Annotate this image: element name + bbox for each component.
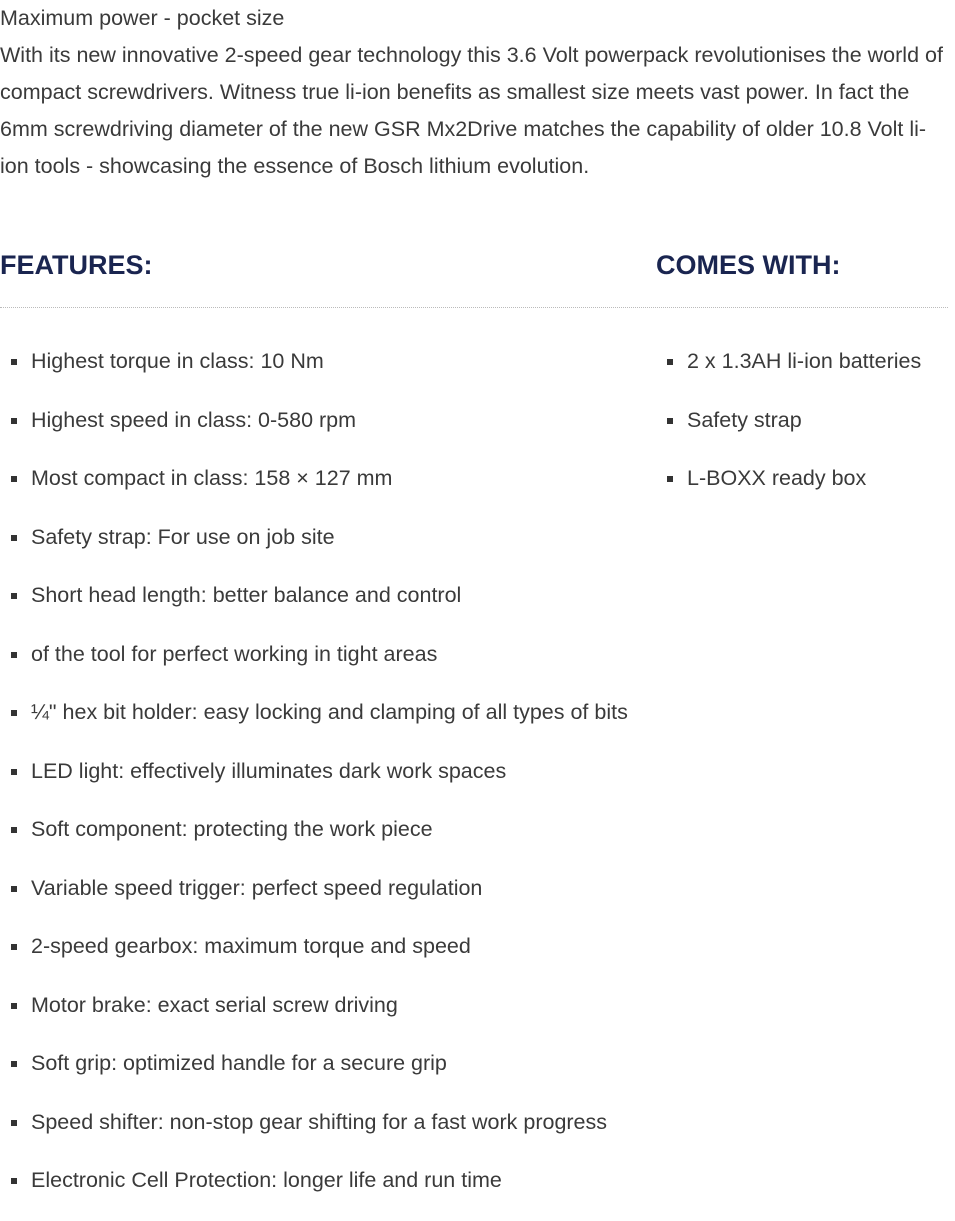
feature-item-text: ¼" hex bit holder: easy locking and clamping of all types of bits — [31, 700, 628, 724]
square-bullet-icon — [11, 1178, 17, 1184]
feature-item — [10, 1162, 628, 1221]
feature-item — [10, 870, 628, 929]
square-bullet-icon — [11, 886, 17, 892]
square-bullet-icon — [11, 535, 17, 541]
comes-with-item — [666, 343, 921, 402]
comes-with-item — [666, 402, 921, 461]
comes-with-item-text: Safety strap — [687, 407, 802, 432]
intro-section — [0, 0, 950, 185]
square-bullet-icon — [11, 418, 17, 424]
square-bullet-icon — [11, 1003, 17, 1009]
square-bullet-icon — [11, 1061, 17, 1067]
square-bullet-icon — [667, 418, 673, 424]
feature-item — [10, 1104, 628, 1163]
comes-with-item — [666, 460, 921, 519]
comes-with-list — [666, 343, 921, 519]
feature-item — [10, 402, 628, 461]
feature-item — [10, 343, 628, 402]
feature-item-text: Safety strap: For use on job site — [31, 524, 335, 549]
feature-item — [10, 928, 628, 987]
feature-item — [10, 519, 628, 578]
feature-item — [10, 1045, 628, 1104]
feature-item-text: Soft component: protecting the work piece — [31, 817, 433, 841]
feature-item-text: Soft grip: optimized handle for a secure grip — [31, 1051, 447, 1075]
feature-item — [10, 753, 628, 812]
square-bullet-icon — [11, 769, 17, 775]
features-heading: FEATURES: — [0, 250, 153, 280]
feature-item — [10, 636, 628, 695]
feature-item — [10, 987, 628, 1046]
square-bullet-icon — [11, 359, 17, 365]
section-divider — [0, 307, 948, 308]
comes-with-item-text: 2 x 1.3AH li-ion batteries — [687, 349, 922, 373]
feature-item-text: Motor brake: exact serial screw driving — [31, 992, 398, 1017]
square-bullet-icon — [11, 476, 17, 482]
feature-item — [10, 460, 628, 519]
feature-item-text: Most compact in class: 158 × 127 mm — [31, 466, 393, 490]
square-bullet-icon — [11, 710, 17, 716]
feature-item-text: Variable speed trigger: perfect speed regulation — [31, 875, 483, 900]
feature-item-text: Electronic Cell Protection: longer life and run time — [31, 1168, 502, 1192]
square-bullet-icon — [11, 652, 17, 658]
feature-item-text: LED light: effectively illuminates dark work spaces — [31, 758, 507, 783]
feature-item-text: Speed shifter: non-stop gear shifting for a fast work progress — [31, 1109, 608, 1134]
square-bullet-icon — [11, 593, 17, 599]
feature-item — [10, 811, 628, 870]
feature-item — [10, 577, 628, 636]
square-bullet-icon — [667, 476, 673, 482]
square-bullet-icon — [11, 827, 17, 833]
feature-item — [10, 694, 628, 753]
feature-item-text: of the tool for perfect working in tight areas — [31, 641, 438, 666]
square-bullet-icon — [667, 359, 673, 365]
intro-body: With its new innovative 2-speed gear technology this 3.6 Volt powerpack revolutionises the world of compact screwdrivers. Witness true li-ion benefits as smallest size meets vast power. In fact the 6mm screwdriving diameter of the new GSR Mx2Drive matches the capability of older 10.8 Volt li-ion tools - showcasing the essence of Bosch lithium evolution. — [0, 43, 943, 178]
intro-title: Maximum power - pocket size — [0, 6, 285, 30]
square-bullet-icon — [11, 944, 17, 950]
features-list — [10, 343, 628, 1221]
square-bullet-icon — [11, 1120, 17, 1126]
feature-item-text: Highest torque in class: 10 Nm — [31, 349, 324, 373]
feature-item-text: 2-speed gearbox: maximum torque and speed — [31, 934, 471, 958]
feature-item-text: Highest speed in class: 0-580 rpm — [31, 407, 357, 432]
feature-item-text: Short head length: better balance and control — [31, 583, 462, 607]
comes-with-heading: COMES WITH: — [656, 250, 841, 280]
comes-with-item-text: L-BOXX ready box — [687, 466, 867, 490]
